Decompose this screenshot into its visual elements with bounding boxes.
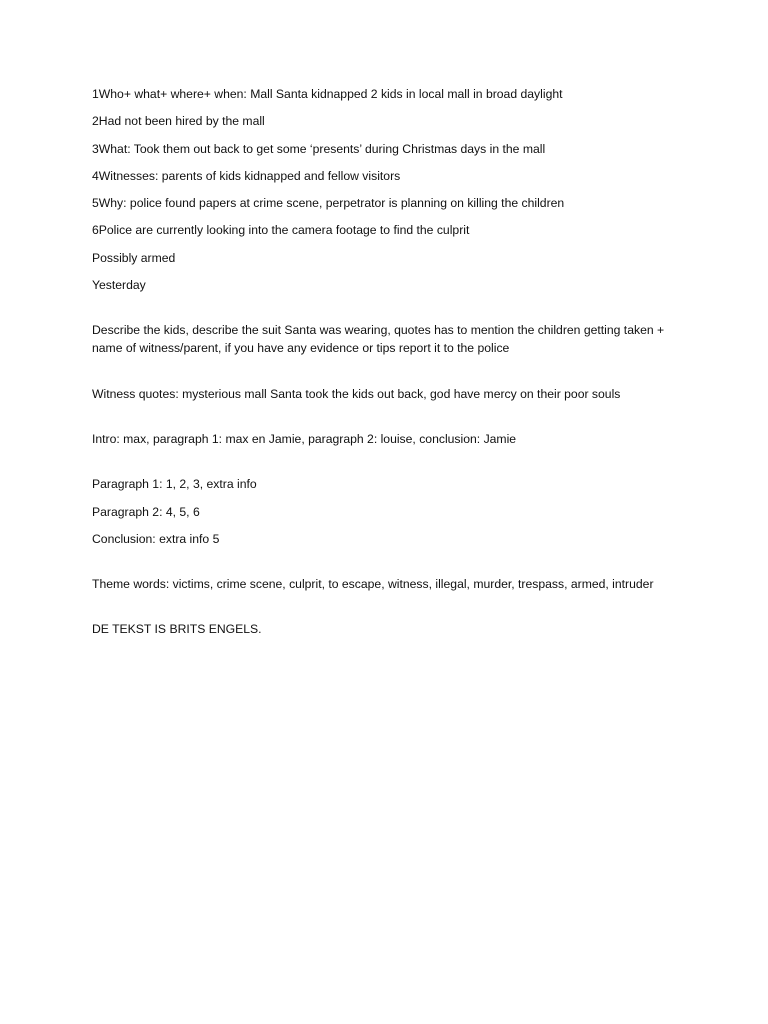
note-line-6: 6Police are currently looking into the camera footage to find the culprit xyxy=(92,223,470,238)
document-body xyxy=(92,85,672,648)
witness-quotes-paragraph: Witness quotes: mysterious mall Santa took the kids out back, god have mercy on their poor souls xyxy=(92,386,621,401)
spacer xyxy=(92,367,672,385)
note-line-7: Possibly armed xyxy=(92,250,176,265)
describe-paragraph: Describe the kids, describe the suit Santa was wearing, quotes has to mention the children getting taken + name of witness/parent, if you have any evidence or tips report it to the police xyxy=(92,323,665,356)
note-line-4: 4Witnesses: parents of kids kidnapped and fellow visitors xyxy=(92,168,401,183)
intro-paragraph: Intro: max, paragraph 1: max en Jamie, paragraph 2: louise, conclusion: Jamie xyxy=(92,431,517,446)
note-line-3: 3What: Took them out back to get some ‘presents’ during Christmas days in the mall xyxy=(92,141,546,156)
note-line-1: 1Who+ what+ where+ when: Mall Santa kidnapped 2 kids in local mall in broad daylight xyxy=(92,87,563,101)
spacer xyxy=(92,602,672,620)
spacer xyxy=(92,457,672,475)
language-note: DE TEKST IS BRITS ENGELS. xyxy=(92,622,262,637)
spacer xyxy=(92,412,672,430)
note-line-8: Yesterday xyxy=(92,278,146,293)
paragraph-plan-conclusion: Conclusion: extra info 5 xyxy=(92,531,220,546)
theme-words-paragraph: Theme words: victims, crime scene, culprit, to escape, witness, illegal, murder, trespass, armed, intruder xyxy=(92,577,654,592)
spacer xyxy=(92,303,672,321)
paragraph-plan-1: Paragraph 1: 1, 2, 3, extra info xyxy=(92,477,257,492)
note-line-2: 2Had not been hired by the mall xyxy=(92,114,265,129)
spacer xyxy=(92,557,672,575)
paragraph-plan-2: Paragraph 2: 4, 5, 6 xyxy=(92,504,200,519)
note-line-5: 5Why: police found papers at crime scene, perpetrator is planning on killing the children xyxy=(92,196,565,211)
